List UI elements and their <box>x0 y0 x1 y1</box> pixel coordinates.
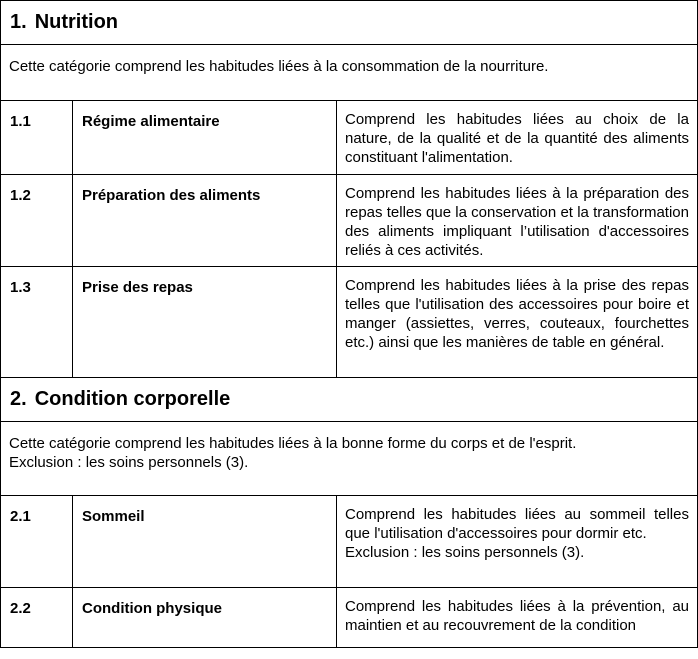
row-title: Condition physique <box>73 588 337 648</box>
section-2-header-row <box>1 378 698 422</box>
section-1-description-row <box>1 45 698 101</box>
table-row <box>1 175 698 267</box>
section-2-title-cell <box>1 378 698 422</box>
row-title: Prise des repas <box>73 267 337 378</box>
section-1-header-row <box>1 1 698 45</box>
row-number: 1.3 <box>1 267 73 378</box>
row-number: 2.1 <box>1 496 73 588</box>
section-2-description-row <box>1 422 698 496</box>
section-2-description-cell <box>1 422 698 496</box>
row-description: Comprend les habitudes liées à la prévention, au maintien et au recouvrement de la condition <box>337 588 698 648</box>
section-2-title: Condition corporelle <box>34 388 231 410</box>
row-title: Sommeil <box>73 496 337 588</box>
row-title: Régime alimentaire <box>73 101 337 175</box>
section-2-exclusion: Exclusion : les soins personnels (3). <box>9 454 249 471</box>
section-1-description-cell <box>1 45 698 101</box>
row-description: Comprend les habitudes liées à la prise des repas telles que l'utilisation des accessoires pour boire et manger (assiettes, verres, couteaux, fourchettes etc.) ainsi que les manières de table en général. <box>337 267 698 378</box>
table-row <box>1 267 698 378</box>
row-description: Comprend les habitudes liées au sommeil telles que l'utilisation d'accessoires pour dormir etc. <box>345 506 689 542</box>
row-number: 2.2 <box>1 588 73 648</box>
row-description: Comprend les habitudes liées au choix de la nature, de la qualité et de la quantité des aliments constituant l'alimentation. <box>337 101 698 175</box>
row-title: Préparation des aliments <box>73 175 337 267</box>
section-2-description: Cette catégorie comprend les habitudes liées à la bonne forme du corps et de l'esprit. <box>9 435 577 452</box>
table-row <box>1 101 698 175</box>
row-number: 1.2 <box>1 175 73 267</box>
row-number: 1.1 <box>1 101 73 175</box>
section-1-number: 1. <box>10 11 27 33</box>
section-1-description: Cette catégorie comprend les habitudes liées à la consommation de la nourriture. <box>9 58 549 75</box>
section-1-title: Nutrition <box>34 11 118 33</box>
table-row <box>1 496 698 588</box>
row-description-cell <box>337 496 698 588</box>
section-1-title-cell <box>1 1 698 45</box>
table-row <box>1 588 698 648</box>
row-description: Comprend les habitudes liées à la préparation des repas telles que la conservation et la transformation des aliments impliquant l’utilisation d'accessoires reliés à ces activités. <box>337 175 698 267</box>
row-exclusion: Exclusion : les soins personnels (3). <box>345 544 585 561</box>
section-2-number: 2. <box>10 388 27 410</box>
